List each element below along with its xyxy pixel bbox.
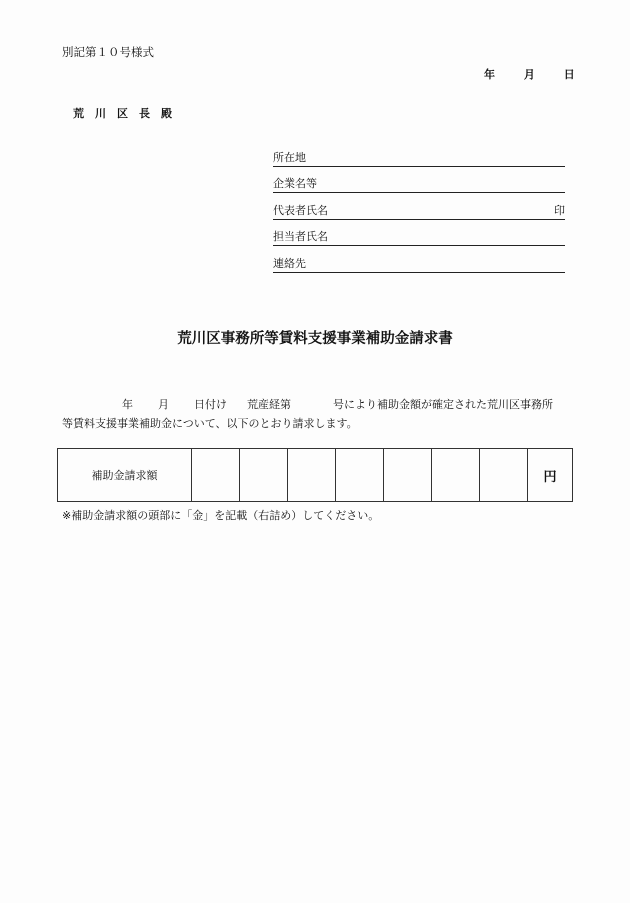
amount-table [57,448,573,502]
amount-digit-cell[interactable] [336,449,384,502]
body-ref-prefix: 荒産経第 [247,398,291,411]
field-address[interactable] [273,152,565,167]
amount-digit-cell[interactable] [480,449,528,502]
date-line [484,66,575,82]
amount-digit-cell[interactable] [432,449,480,502]
field-contact-person-label: 担当者氏名 [273,230,328,243]
date-day: 日 [563,68,575,81]
seal-mark: 印 [554,204,565,217]
body-line1-rest: 号により補助金額が確定された荒川区事務所 [333,398,553,411]
field-contact-person[interactable] [273,231,565,246]
body-dated: 日付け [194,398,227,411]
amount-digit-cell[interactable] [192,449,240,502]
amount-digit-cell[interactable] [288,449,336,502]
field-contact-info[interactable] [273,258,565,273]
amount-unit: 円 [528,449,573,502]
field-representative[interactable] [273,205,565,220]
field-representative-label: 代表者氏名 [273,204,328,217]
field-contact-info-label: 連絡先 [273,257,306,270]
body-line2: 等賃料支援事業補助金について、以下のとおり請求します。 [62,417,358,430]
instruction-note: ※補助金請求額の頭部に「金」を記載（右詰め）してください。 [62,509,380,522]
field-company[interactable] [273,178,565,193]
request-paragraph [62,395,553,433]
date-month: 月 [523,68,535,81]
body-month: 月 [158,398,169,411]
addressee: 荒川区長殿 [73,107,183,120]
date-year: 年 [484,68,495,81]
body-year: 年 [122,398,133,411]
field-company-label: 企業名等 [273,177,317,190]
document-title: 荒川区事務所等賃料支援事業補助金請求書 [177,331,453,347]
amount-digit-cell[interactable] [384,449,432,502]
field-address-label: 所在地 [273,151,306,164]
amount-header: 補助金請求額 [58,449,192,502]
amount-digit-cell[interactable] [240,449,288,502]
form-number: 別記第１０号様式 [62,45,154,59]
